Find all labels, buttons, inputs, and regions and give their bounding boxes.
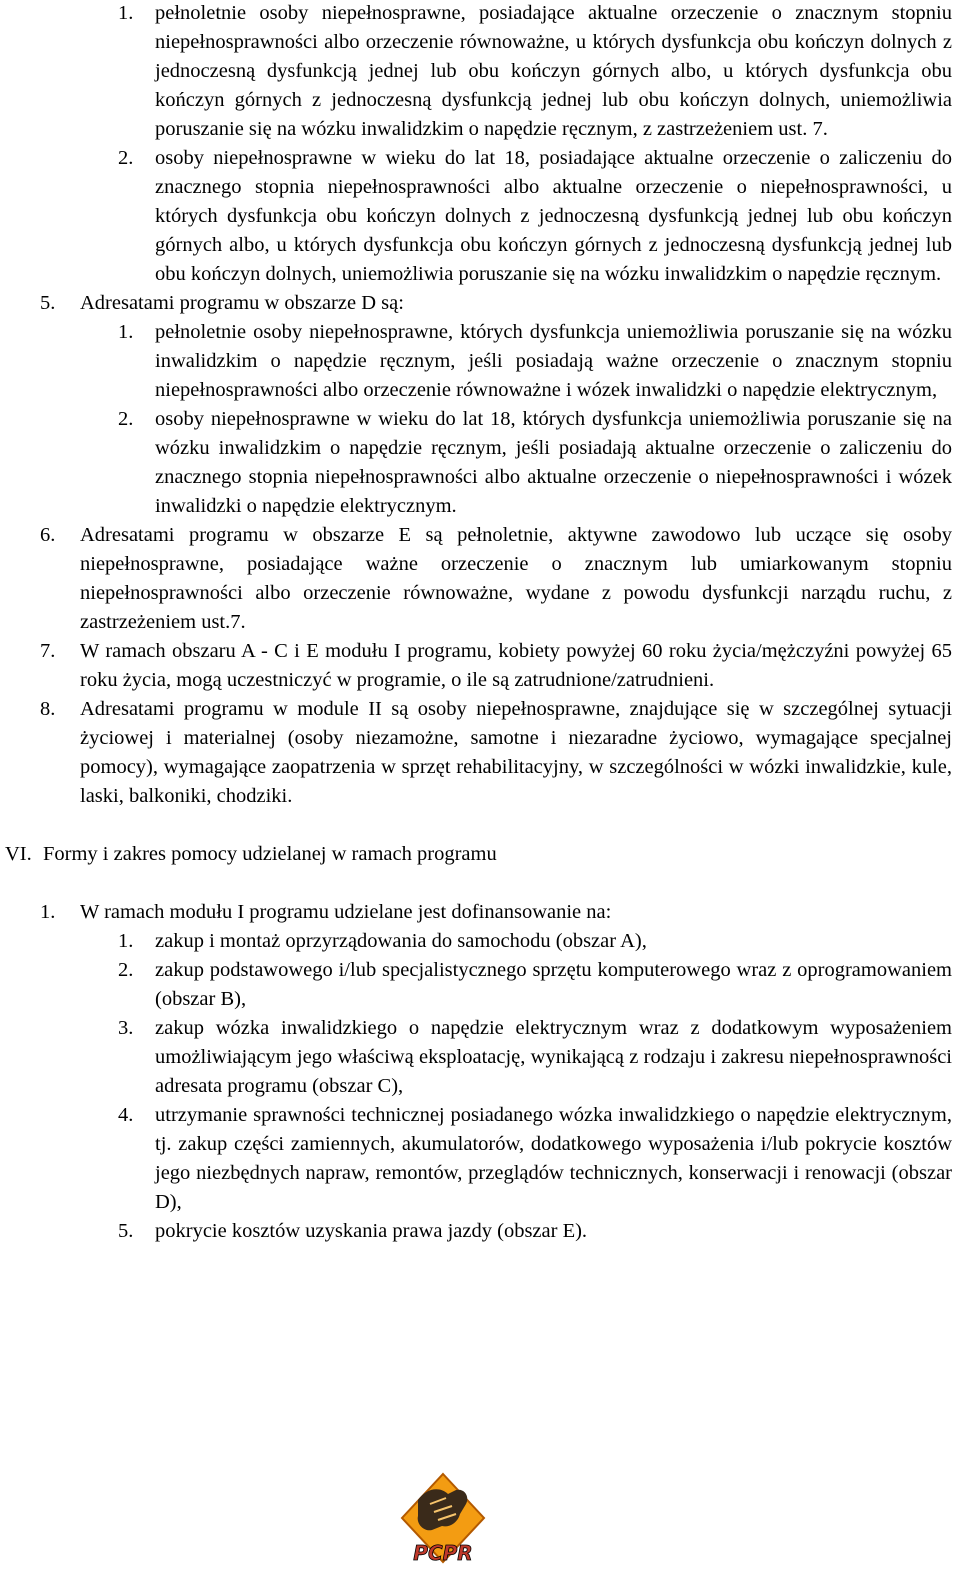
spacer bbox=[0, 869, 960, 898]
chapter-title: Formy i zakres pomocy udzielanej w ramach programu bbox=[43, 843, 497, 865]
list-item bbox=[0, 405, 960, 521]
list-number: 2. bbox=[118, 959, 134, 981]
list-number: 4. bbox=[118, 1104, 134, 1126]
point-1 bbox=[0, 898, 960, 927]
list-item bbox=[0, 1014, 960, 1101]
list-item-text: pełnoletnie osoby niepełnosprawne, posiadające aktualne orzeczenie o znacznym stopniu niepełnosprawności albo orzeczenie równoważne, u których dysfunkcja obu kończyn dolnych z jednoczesną dysfunkcją jednej lub obu kończyn górnych albo, u których dysfunkcja obu kończyn górnych z jednoczesną dysfunkcją jednej lub obu kończyn dolnych, uniemożliwia poruszanie się na wózku inwalidzkim o napędzie ręcznym, z zastrzeżeniem ust. 7. bbox=[155, 2, 952, 140]
list-number: 1. bbox=[118, 321, 134, 343]
chapter-heading bbox=[0, 840, 960, 869]
list-number: 3. bbox=[118, 1017, 134, 1039]
section-6 bbox=[0, 521, 960, 637]
list-item bbox=[0, 927, 960, 956]
list-item-text: zakup podstawowego i/lub specjalistycznego sprzętu komputerowego wraz z oprogramowaniem (obszar B), bbox=[155, 959, 952, 1010]
list-item-text: utrzymanie sprawności technicznej posiadanego wózka inwalidzkiego o napędzie elektrycznym, tj. zakup części zamiennych, akumulatorów, dodatkowego wyposażenia i/lub pokrycie kosztów jego niezbędnych napraw, remontów, przeglądów technicznych, konserwacji i renowacji (obszar D), bbox=[155, 1104, 952, 1213]
section-number: 6. bbox=[40, 524, 56, 546]
list-number: 5. bbox=[118, 1220, 134, 1242]
list-item-text: zakup wózka inwalidzkiego o napędzie elektrycznym wraz z dodatkowym wyposażeniem umożliwiającym jego właściwą eksploatację, wynikającą z rodzaju i zakresu niepełnosprawności adresata programu (obszar C), bbox=[155, 1017, 952, 1097]
section-text: Adresatami programu w obszarze E są pełnoletnie, aktywne zawodowo lub uczące się osoby niepełnosprawne, posiadające ważne orzeczenie o znacznym lub umiarkowanym stopniu niepełnosprawności albo orzeczenie równoważne, wydane z powodu dysfunkcji narządu ruchu, z zastrzeżeniem ust.7. bbox=[80, 524, 952, 633]
section-number: 5. bbox=[40, 292, 56, 314]
list-item bbox=[0, 1101, 960, 1217]
list-item-text: osoby niepełnosprawne w wieku do lat 18, posiadające aktualne orzeczenie o zaliczeniu do znacznego stopnia niepełnosprawności albo aktualne orzeczenie o niepełnosprawności, u których dysfunkcja obu kończyn dolnych z jednoczesną dysfunkcją jednej lub obu kończyn górnych albo, u których dysfunkcja obu kończyn górnych z jednoczesną dysfunkcją jednej lub obu kończyn dolnych, uniemożliwia poruszanie się na wózku inwalidzkim o napędzie ręcznym. bbox=[155, 147, 952, 285]
list-item bbox=[0, 0, 960, 144]
section-8 bbox=[0, 695, 960, 811]
pcpr-logo-icon bbox=[396, 1470, 490, 1570]
list-number: 1. bbox=[118, 930, 134, 952]
list-item bbox=[0, 956, 960, 1014]
section-text: Adresatami programu w module II są osoby niepełnosprawne, znajdujące się w szczególnej sytuacji życiowej i materialnej (osoby niezamożne, samotne i niezaradne życiowo, wymagające specjalnej pomocy), wymagające zaopatrzenia w sprzęt rehabilitacyjny, w szczególności w wózki inwalidzkie, kule, laski, balkoniki, chodziki. bbox=[80, 698, 952, 807]
section-text: Adresatami programu w obszarze D są: bbox=[80, 292, 404, 314]
pcpr-logo-graphic bbox=[396, 1470, 490, 1570]
section-5 bbox=[0, 289, 960, 318]
section-text: W ramach obszaru A - C i E modułu I programu, kobiety powyżej 60 roku życia/mężczyźni powyżej 65 roku życia, mogą uczestniczyć w programie, o ile są zatrudnione/zatrudnieni. bbox=[80, 640, 952, 691]
list-item-text: osoby niepełnosprawne w wieku do lat 18, których dysfunkcja uniemożliwia poruszanie się na wózku inwalidzkim o napędzie ręcznym, jeśli posiadają aktualne orzeczenie o zaliczeniu do znacznego stopnia niepełnosprawności albo aktualne orzeczenie o niepełnosprawności i wózek inwalidzki o napędzie elektrycznym. bbox=[155, 408, 952, 517]
list-item bbox=[0, 318, 960, 405]
list-item bbox=[0, 144, 960, 289]
list-item-text: pokrycie kosztów uzyskania prawa jazdy (obszar E). bbox=[155, 1220, 588, 1242]
spacer bbox=[0, 811, 960, 840]
list-number: 2. bbox=[118, 408, 134, 430]
chapter-number: VI. bbox=[5, 843, 32, 865]
list-number: 1. bbox=[118, 2, 134, 24]
list-number: 2. bbox=[118, 147, 134, 169]
section-number: 1. bbox=[40, 901, 56, 923]
list-item-text: zakup i montaż oprzyrządowania do samochodu (obszar A), bbox=[155, 930, 647, 952]
section-number: 7. bbox=[40, 640, 56, 662]
section-number: 8. bbox=[40, 698, 56, 720]
logo-text: PCPR bbox=[413, 1541, 473, 1565]
list-item bbox=[0, 1217, 960, 1246]
section-7 bbox=[0, 637, 960, 695]
section-text: W ramach modułu I programu udzielane jest dofinansowanie na: bbox=[80, 901, 612, 923]
list-item-text: pełnoletnie osoby niepełnosprawne, których dysfunkcja uniemożliwia poruszanie się na wózku inwalidzkim o napędzie ręcznym, jeśli posiadają ważne orzeczenie o znacznym stopniu niepełnosprawności albo orzeczenie równoważne i wózek inwalidzki o napędzie elektrycznym, bbox=[155, 321, 952, 401]
